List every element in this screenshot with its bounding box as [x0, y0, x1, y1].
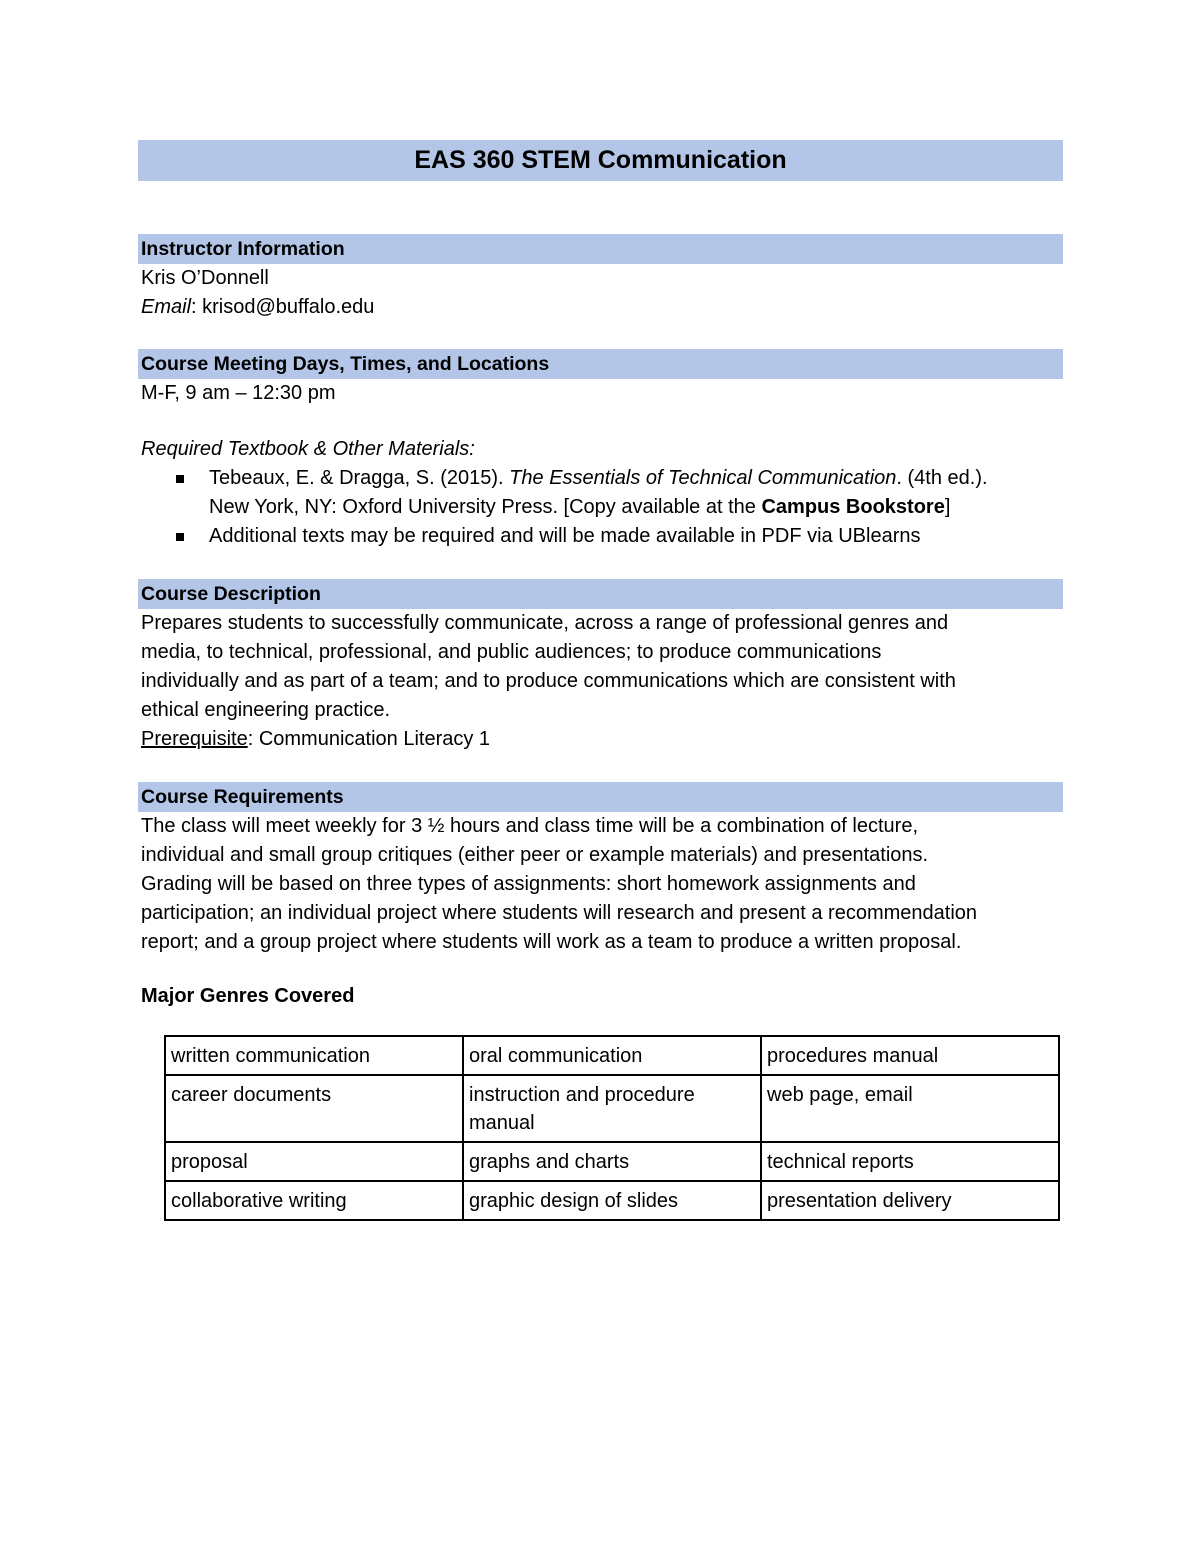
table-cell: technical reports [761, 1142, 1059, 1181]
table-row [165, 1075, 1059, 1142]
requirements-line: Grading will be based on three types of assignments: short homework assignments and [141, 873, 916, 895]
table-cell: career documents [165, 1075, 463, 1142]
table-cell: procedures manual [761, 1036, 1059, 1075]
campus-bookstore: Campus Bookstore [761, 496, 945, 518]
prerequisite-label: Prerequisite [141, 728, 248, 750]
genres-table [164, 1035, 1060, 1221]
table-cell: instruction and procedure manual [463, 1075, 761, 1142]
list-item [176, 522, 1063, 551]
table-cell: web page, email [761, 1075, 1059, 1142]
description-line: Prepares students to successfully communicate, across a range of professional genres and [141, 612, 949, 634]
table-cell: oral communication [463, 1036, 761, 1075]
document-title: EAS 360 STEM Communication [138, 140, 1063, 181]
requirements-line: The class will meet weekly for 3 ½ hours and class time will be a combination of lecture, [141, 815, 919, 837]
meeting-schedule: M-F, 9 am – 12:30 pm [141, 382, 336, 404]
table-cell: collaborative writing [165, 1181, 463, 1220]
syllabus-page [138, 140, 1063, 1011]
bullet-icon [176, 475, 184, 483]
table-cell: graphs and charts [463, 1142, 761, 1181]
prerequisite-line [138, 725, 1063, 754]
description-line: ethical engineering practice. [141, 699, 391, 721]
requirements-line: individual and small group critiques (either peer or example materials) and presentations. [141, 844, 929, 866]
bullet-icon [176, 533, 184, 541]
list-item [176, 464, 1063, 522]
table-cell: proposal [165, 1142, 463, 1181]
email-label: Email [141, 296, 192, 318]
book-authors: Tebeaux, E. & Dragga, S. (2015). [209, 467, 510, 489]
requirements-line: report; and a group project where students will work as a team to produce a written proposal. [141, 931, 962, 953]
table-cell: graphic design of slides [463, 1181, 761, 1220]
book-close: ] [944, 496, 951, 518]
requirements-line: participation; an individual project where students will research and present a recommendation [141, 902, 978, 924]
prerequisite-value: : Communication Literacy 1 [247, 728, 491, 750]
instructor-email[interactable]: krisod@buffalo.edu [202, 296, 375, 318]
requirements-heading: Course Requirements [138, 782, 1063, 812]
table-row [165, 1142, 1059, 1181]
instructor-heading: Instructor Information [138, 234, 1063, 264]
instructor-email-line [138, 293, 1063, 322]
book-title: The Essentials of Technical Communication [509, 467, 897, 489]
materials-heading: Required Textbook & Other Materials: [141, 438, 475, 460]
genres-heading: Major Genres Covered [141, 985, 355, 1007]
table-cell: presentation delivery [761, 1181, 1059, 1220]
meeting-heading: Course Meeting Days, Times, and Locations [138, 349, 1063, 379]
email-separator: : [191, 296, 203, 318]
additional-texts: Additional texts may be required and will be made available in PDF via UBlearns [209, 525, 921, 547]
table-row [165, 1036, 1059, 1075]
instructor-name: Kris O’Donnell [141, 267, 269, 289]
book-edition: . (4th ed.). [896, 467, 988, 489]
table-cell: written communication [165, 1036, 463, 1075]
description-line: media, to technical, professional, and public audiences; to produce communications [141, 641, 882, 663]
materials-list [138, 464, 1063, 551]
book-publisher: New York, NY: Oxford University Press. [Copy available at the [209, 496, 762, 518]
description-line: individually and as part of a team; and to produce communications which are consistent with [141, 670, 956, 692]
description-heading: Course Description [138, 579, 1063, 609]
table-row [165, 1181, 1059, 1220]
